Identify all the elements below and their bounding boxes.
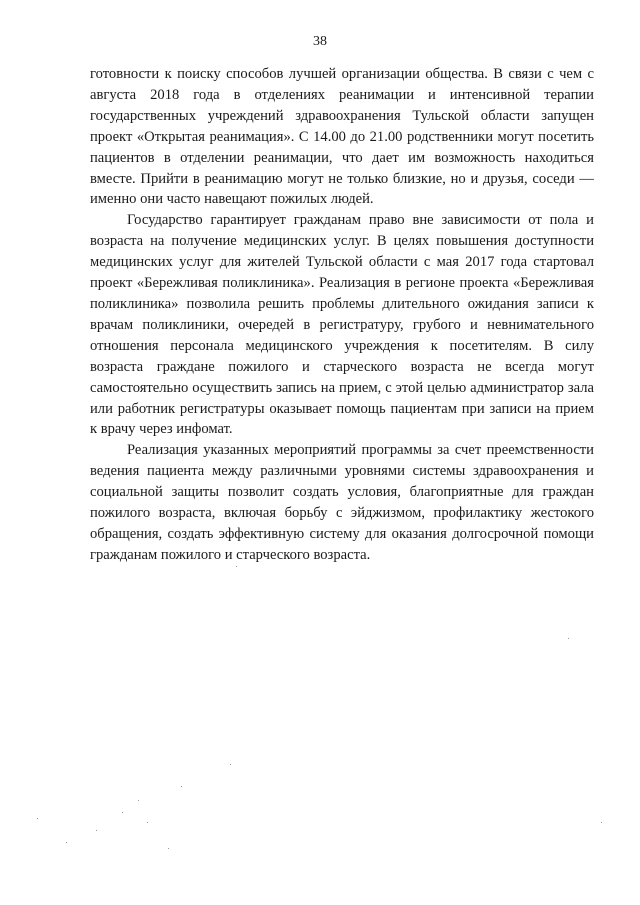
scan-speck <box>236 566 237 567</box>
scan-speck <box>568 638 569 639</box>
document-body <box>90 64 594 566</box>
scan-speck <box>37 818 38 819</box>
scan-speck <box>122 812 123 813</box>
scan-speck <box>168 848 169 849</box>
paragraph-continuation: готовности к поиску способов лучшей организации общества. В связи с чем с августа 2018 года в отделениях реанимации и интенсивной терапии государственных учреждений здравоохранения Тульской области запущен проект «Открытая реанимация». С 14.00 до 21.00 родственники могут посетить пациентов в отделении реанимации, что дает им возможность находиться вместе. Прийти в реанимацию могут не только близкие, но и друзья, соседи — именно они часто навещают пожилых людей. <box>90 66 594 208</box>
scan-speck <box>138 800 139 801</box>
paragraph-program-implementation: Реализация указанных мероприятий программы за счет преемственности ведения пациента между различными уровнями системы здравоохранения и социальной защиты позволит создать условия, благоприятные для граждан пожилого возраста, включая борьбу с эйджизмом, профилактику жестокого обращения, создать эффективную систему для оказания долгосрочной помощи гражданам пожилого и старческого возраста. <box>90 442 594 563</box>
scan-speck <box>601 822 602 823</box>
scan-speck <box>66 842 67 843</box>
paragraph-state-guarantee: Государство гарантирует гражданам право вне зависимости от пола и возраста на получение медицинских услуг. В целях повышения доступности медицинских услуг для жителей Тульской области с мая 2017 года стартовал проект «Бережливая поликлиника». Реализация в регионе проекта «Бережливая поликлиника» позволила решить проблемы длительного ожидания записи к врачам поликлиники, очередей в регистратуру, грубого и невнимательного отношения персонала медицинского учреждения к посетителям. В силу возраста граждане пожилого и старческого возраста не всегда могут самостоятельно осуществить запись на прием, с этой целью администратор зала или работник регистратуры оказывает помощь пациентам при записи на прием к врачу через инфомат. <box>90 212 594 438</box>
scan-speck <box>230 764 231 765</box>
scan-speck <box>96 830 97 831</box>
page-number: 38 <box>313 34 327 49</box>
scan-speck <box>181 786 182 787</box>
scan-speck <box>147 822 148 823</box>
